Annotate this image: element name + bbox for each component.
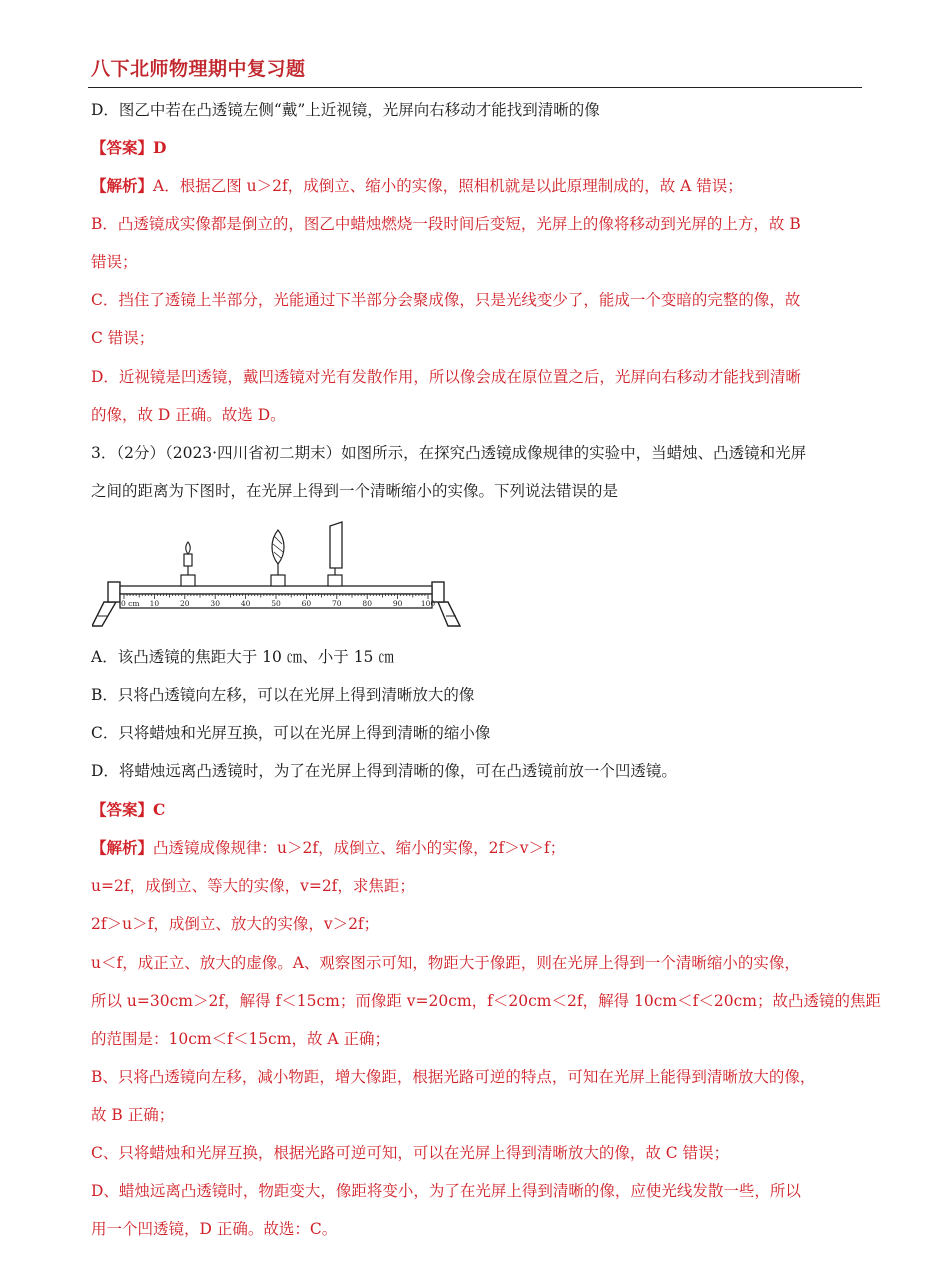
q3-analysis-line-8: 故 B 正确； (91, 1106, 175, 1124)
q3-answer (91, 800, 165, 820)
prev-analysis-line-7: 的像，故 D 正确。故选 D。 (91, 406, 286, 424)
ruler-label: 60 (301, 599, 312, 608)
q3-analysis-line-7: B、只将凸透镜向左移，减小物距，增大像距，根据光路可逆的特点，可知在光屏上能得到清晰放大的像， (91, 1068, 816, 1086)
analysis-text: 凸透镜成像规律：u＞2f，成倒立、缩小的实像，2f＞v＞f； (153, 839, 566, 857)
q3-analysis-line-2: u=2f，成倒立、等大的实像，v=2f，求焦距； (91, 877, 415, 895)
q3-analysis-line-1 (91, 838, 565, 858)
ruler-label: 70 (332, 599, 342, 608)
q3-option-c: C．只将蜡烛和光屏互换，可以在光屏上得到清晰的缩小像 (91, 724, 491, 742)
page-title: 八下北师物理期中复习题 (91, 58, 306, 80)
prev-answer (91, 138, 166, 158)
prev-analysis-line-6: D．近视镜是凹透镜，戴凹透镜对光有发散作用，所以像会成在原位置之后，光屏向右移动才能找到清晰 (91, 368, 801, 386)
ruler-label: 10 (149, 599, 160, 608)
q3-analysis-line-10: D、蜡烛远离凸透镜时，物距变大，像距将变小，为了在光屏上得到清晰的像，应使光线发散一些，所以 (91, 1182, 801, 1200)
analysis-tag: 【解析】 (91, 838, 154, 857)
answer-value: C (153, 800, 166, 819)
left-end-block (108, 582, 120, 602)
right-leg (438, 602, 460, 626)
q3-option-b: B．只将凸透镜向左移，可以在光屏上得到清晰放大的像 (91, 686, 475, 704)
ruler-label: 30 (210, 599, 220, 608)
prev-analysis-line-2: B．凸透镜成实像都是倒立的，图乙中蜡烛燃烧一段时间后变短，光屏上的像将移动到光屏的上方，故 B (91, 215, 801, 233)
ruler-label: 90 (392, 599, 403, 608)
answer-tag: 【答案】 (91, 138, 154, 157)
flame-icon (186, 542, 191, 554)
prev-analysis-line-3: 错误； (91, 253, 138, 271)
prev-analysis-line-1 (91, 176, 743, 196)
q3-stem-line-2: 之间的距离为下图时，在光屏上得到一个清晰缩小的实像。下列说法错误的是 (91, 482, 619, 500)
q3-analysis-line-9: C、只将蜡烛和光屏互换，根据光路可逆可知，可以在光屏上得到清晰放大的像，故 C 错误； (91, 1144, 730, 1162)
left-leg (92, 602, 116, 626)
q3-analysis-line-11: 用一个凹透镜，D 正确。故选：C。 (91, 1220, 338, 1238)
analysis-text: A．根据乙图 u＞2f，成倒立、缩小的实像，照相机就是以此原理制成的，故 A 错误； (153, 177, 743, 195)
candle (181, 542, 195, 586)
prev-analysis-line-4: C．挡住了透镜上半部分，光能通过下半部分会聚成像，只是光线变少了，能成一个变暗的完整的像，故 (91, 291, 801, 309)
q3-analysis-line-6: 的范围是：10cm＜f＜15cm，故 A 正确； (91, 1030, 390, 1048)
q3-analysis-line-4: u＜f，成正立、放大的虚像。A、观察图示可知，物距大于像距，则在光屏上得到一个清晰缩小的实像， (91, 954, 800, 972)
q3-stem-line-1: 3．（2分）（2023·四川省初二期末）如图所示，在探究凸透镜成像规律的实验中，当蜡烛、凸透镜和光屏 (91, 444, 807, 462)
prev-analysis-line-5: C 错误； (91, 329, 155, 347)
ruler-label: 80 (362, 599, 372, 608)
ruler-label: 20 (180, 599, 190, 608)
optical-bench-figure (92, 516, 464, 630)
q3-option-a: A．该凸透镜的焦距大于 10 ㎝、小于 15 ㎝ (91, 648, 394, 666)
analysis-tag: 【解析】 (91, 176, 154, 195)
header-divider (88, 87, 862, 88)
q3-analysis-line-3: 2f＞u＞f，成倒立、放大的实像，v＞2f； (91, 915, 380, 933)
ruler-label: 50 (271, 599, 281, 608)
ruler-label: 100 (420, 599, 436, 608)
q3-analysis-line-5: 所以 u=30cm＞2f，解得 f＜15cm；而像距 v=20cm，f＜20cm＜2f，解得 10cm＜f＜20cm；故凸透镜的焦距 (91, 992, 881, 1010)
answer-value: D (153, 138, 167, 157)
convex-lens (271, 530, 285, 586)
q3-option-d: D．将蜡烛远离凸透镜时，为了在光屏上得到清晰的像，可在凸透镜前放一个凹透镜。 (91, 762, 677, 780)
answer-tag: 【答案】 (91, 800, 154, 819)
light-screen (328, 522, 342, 586)
ruler-label: 40 (240, 599, 251, 608)
rail (120, 586, 432, 594)
ruler-label: 0 cm (121, 599, 140, 608)
prev-option-d: D．图乙中若在凸透镜左侧“戴”上近视镜，光屏向右移动才能找到清晰的像 (91, 101, 600, 119)
